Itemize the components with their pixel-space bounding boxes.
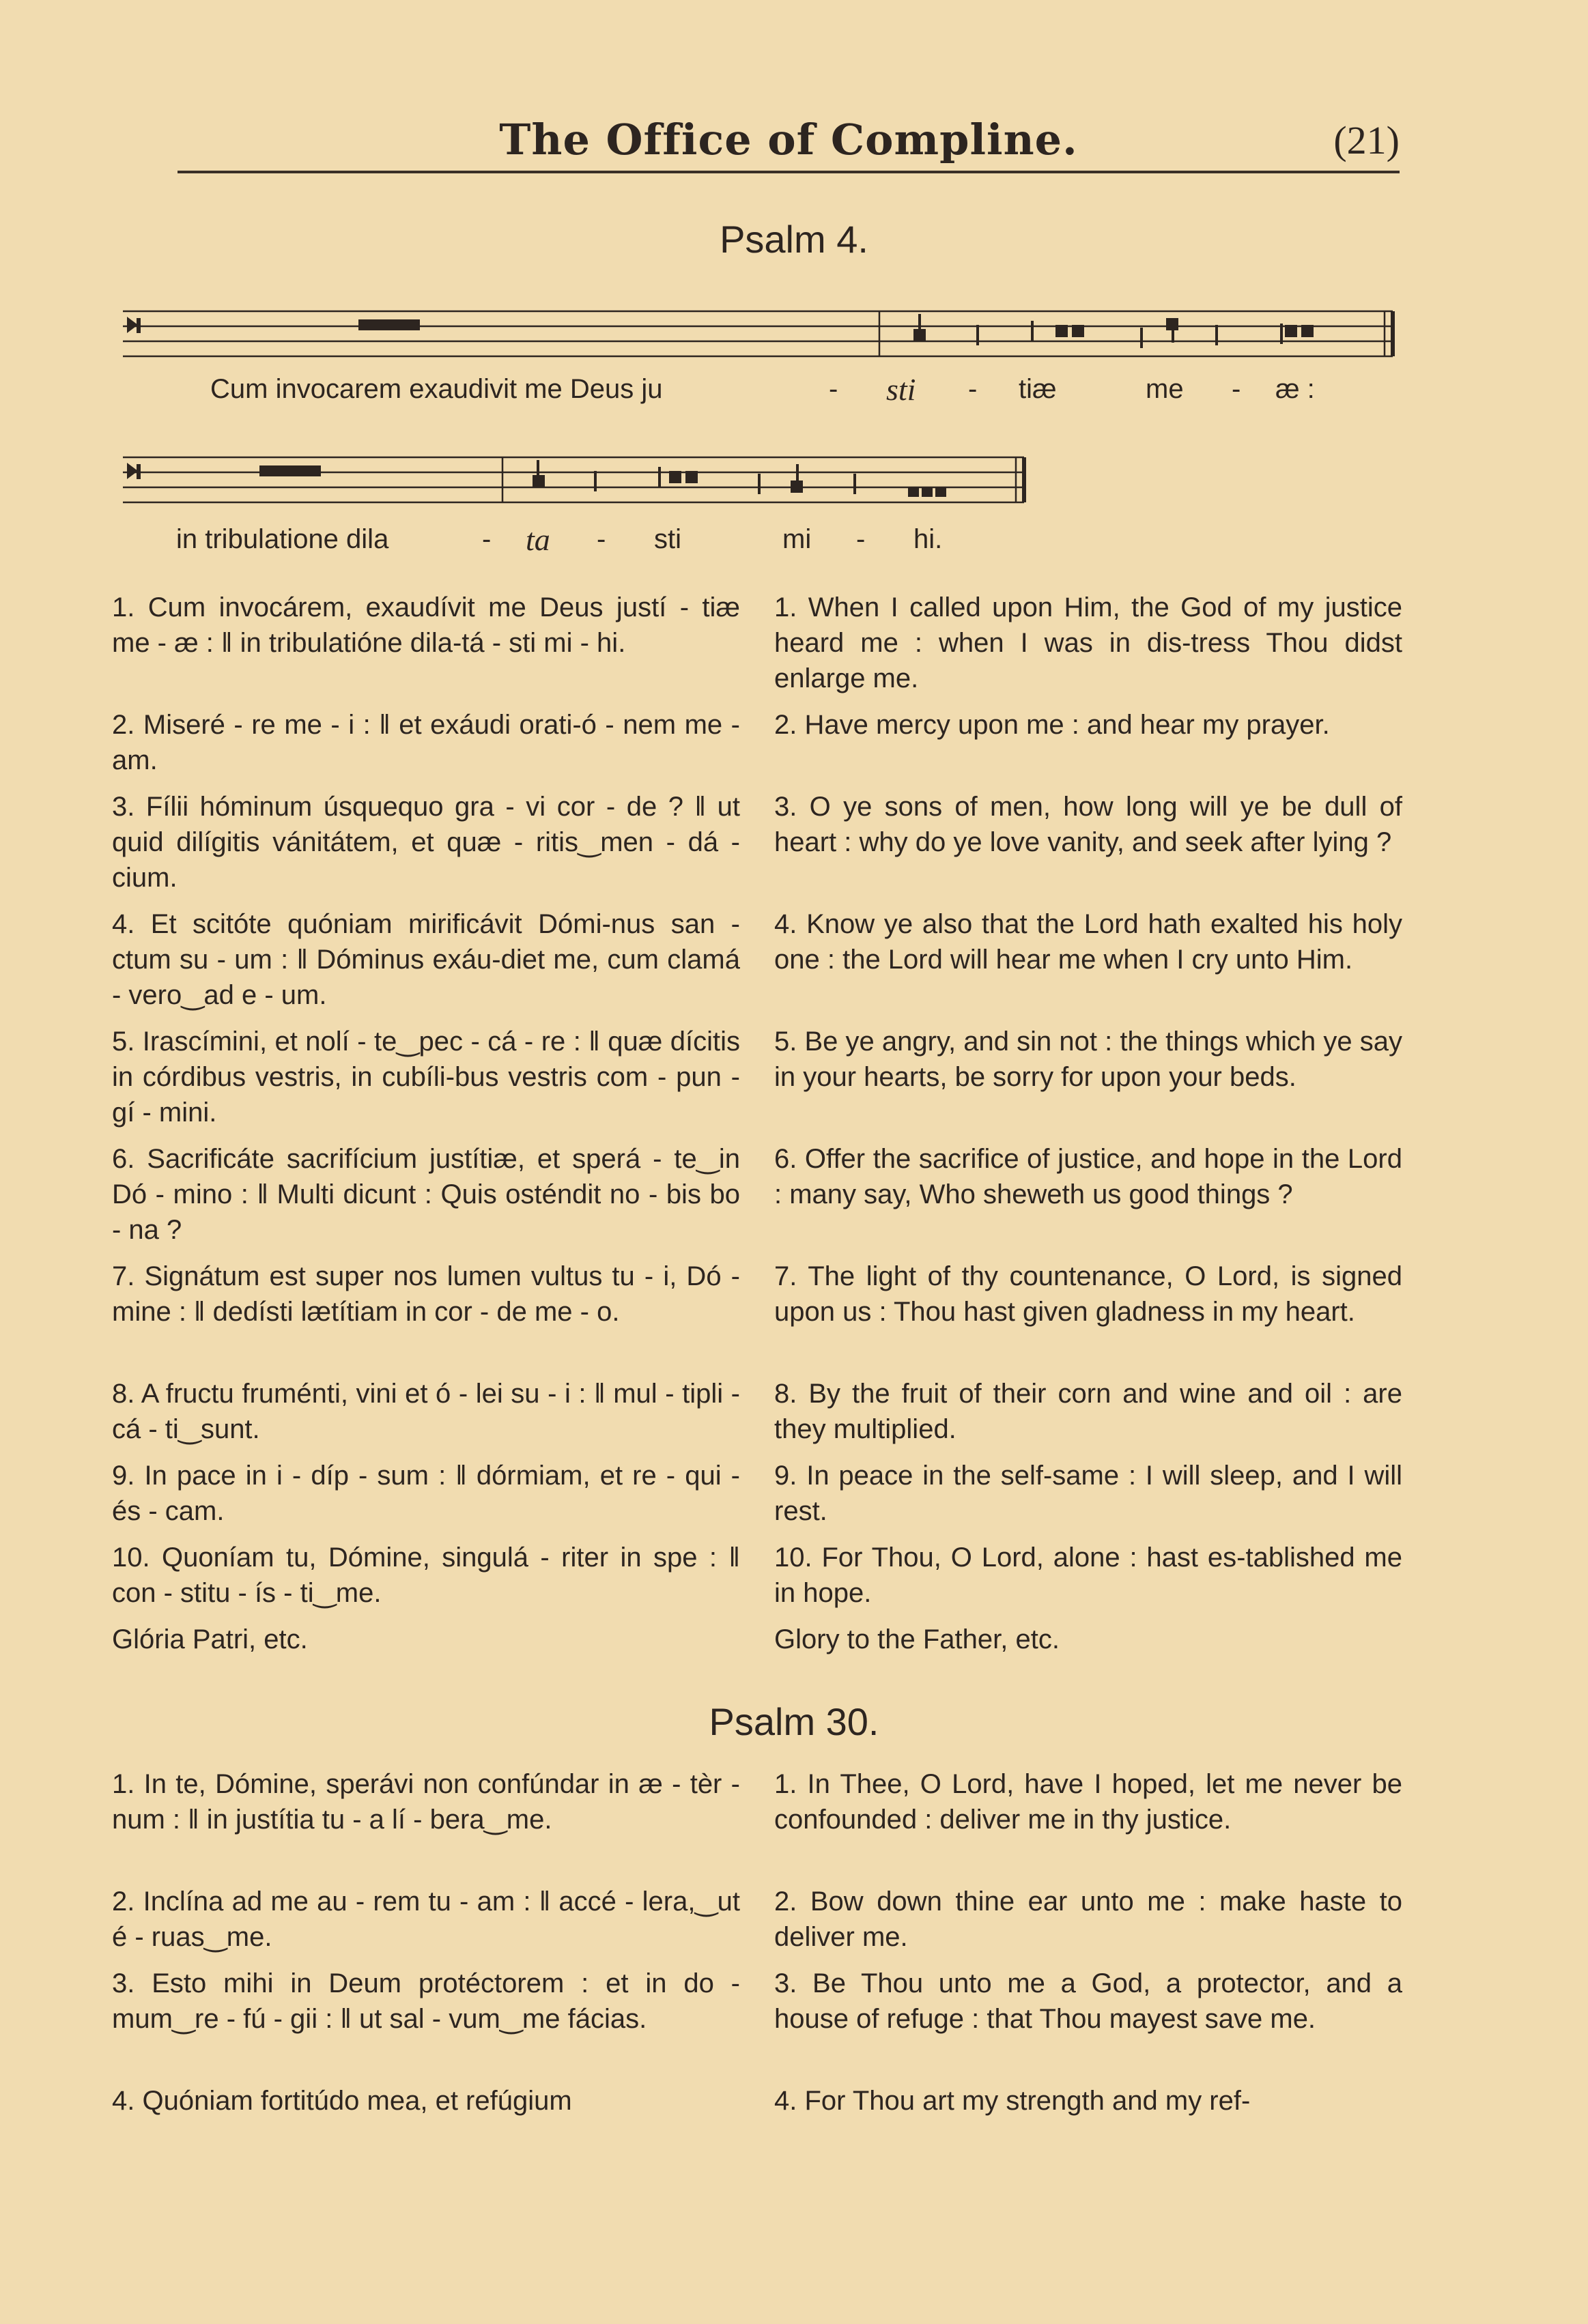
verse-text: 9. In peace in the self-same : I will sleep, and I will rest. (774, 1461, 1402, 1526)
english-verse-6 (774, 1141, 1402, 1212)
verse-text: 4. Et scitóte quóniam mirificávit Dómi-nus san - ctum su - um : ‖ Dóminus exáu-diet me, cum clamá - vero‿ad e - um. (112, 909, 740, 1010)
verse-text: 2. Bow down thine ear unto me : make haste to deliver me. (774, 1887, 1402, 1952)
verse-text: Glória Patri, etc. (112, 1624, 308, 1654)
lyric-segment: in tribulatione dila (176, 524, 389, 554)
lyric-segment: hi. (913, 524, 943, 554)
psalm-30-heading: Psalm 30. (709, 1700, 879, 1743)
lyric-hyphen: - (829, 374, 838, 404)
verse-text: 6. Offer the sacrifice of justice, and hope in the Lord : many say, Who sheweth us good things ? (774, 1144, 1402, 1209)
english-verse-3 (774, 1966, 1402, 2037)
verse-text: 3. Be Thou unto me a God, a protector, and a house of refuge : that Thou mayest save me. (774, 1968, 1402, 2034)
latin-verse-4 (112, 906, 740, 1013)
latin-verse-1 (112, 590, 740, 661)
latin-verse-3 (112, 1966, 740, 2037)
latin-verse-4 (112, 2083, 740, 2119)
verse-text: 5. Irascímini, et nolí - te‿pec - cá - re : ‖ quæ dícitis in córdibus vestris, in cubíli-bus vestris com - pun - gí - mini. (112, 1027, 740, 1128)
english-verse-9 (774, 1458, 1402, 1529)
verse-text: 2. Have mercy upon me : and hear my prayer. (774, 710, 1330, 740)
latin-verse-6 (112, 1141, 740, 1248)
chant-lyrics-2 (176, 524, 995, 560)
verse-text: 3. O ye sons of men, how long will ye be dull of heart : why do ye love vanity, and seek after lying ? (774, 792, 1402, 857)
running-head (178, 102, 1400, 173)
verse-text: 5. Be ye angry, and sin not : the things which ye say in your hearts, be sorry for upon your beds. (774, 1027, 1402, 1092)
verse-text: 2. Miseré - re me - i : ‖ et exáudi orati-ó - nem me - am. (112, 710, 740, 775)
lyric-hyphen: - (597, 524, 606, 554)
latin-verse-10 (112, 1540, 740, 1611)
verse-text: Glory to the Father, etc. (774, 1624, 1060, 1654)
latin-doxology (112, 1622, 740, 1657)
verse-text: 2. Inclína ad me au - rem tu - am : ‖ accé - lera,‿ut é - ruas‿me. (112, 1887, 740, 1952)
latin-verse-9 (112, 1458, 740, 1529)
chant-staff-1-svg (123, 304, 1406, 366)
english-verse-10 (774, 1540, 1402, 1611)
running-title: The Office of Compline. (499, 115, 1078, 164)
english-verse-7 (774, 1259, 1402, 1330)
latin-verse-1 (112, 1766, 740, 1837)
psalm-4-heading: Psalm 4. (720, 218, 868, 261)
chant-lyrics-1 (210, 374, 1405, 410)
lyric-hyphen: - (1232, 374, 1241, 404)
lyric-segment: Cum invocarem exaudivit me Deus ju (210, 374, 663, 404)
lyric-hyphen: - (482, 524, 492, 554)
latin-verse-8 (112, 1376, 740, 1447)
verse-text: 7. Signátum est super nos lumen vultus tu - i, Dó - mine : ‖ dedísti lætítiam in cor - de me - o. (112, 1261, 740, 1327)
lyric-accent: sti (886, 372, 916, 407)
verse-text: 3. Fílii hóminum úsquequo gra - vi cor - de ? ‖ ut quid dilígitis vánitátem, et quæ - ritis‿men - dá - cium. (112, 792, 740, 893)
english-verse-2 (774, 707, 1402, 743)
verse-text: 1. In Thee, O Lord, have I hoped, let me never be confounded : deliver me in thy justice. (774, 1769, 1402, 1835)
lyric-accent: ta (526, 522, 550, 557)
lyric-segment: mi (782, 524, 812, 554)
english-doxology (774, 1622, 1402, 1657)
verse-text: 9. In pace in i - díp - sum : ‖ dórmiam, et re - qui - és - cam. (112, 1461, 740, 1526)
verse-text: 1. Cum invocárem, exaudívit me Deus justí - tiæ me - æ : ‖ in tribulatióne dila-tá - sti mi - hi. (112, 592, 740, 658)
latin-verse-3 (112, 789, 740, 895)
lyric-segment: me (1146, 374, 1184, 404)
verse-text: 1. When I called upon Him, the God of my justice heard me : when I was in dis-tress Thou didst enlarge me. (774, 592, 1402, 693)
english-verse-3 (774, 789, 1402, 860)
latin-verse-2 (112, 1884, 740, 1955)
verse-text: 10. For Thou, O Lord, alone : hast es-tablished me in hope. (774, 1543, 1402, 1608)
english-verse-1 (774, 1766, 1402, 1837)
verse-text: 7. The light of thy countenance, O Lord, is signed upon us : Thou hast given gladness in my heart. (774, 1261, 1402, 1327)
verse-text: 3. Esto mihi in Deum protéctorem : et in do - mum‿re - fú - gii : ‖ ut sal - vum‿me fácias. (112, 1968, 740, 2034)
chant-staff-2-svg (123, 450, 1038, 512)
verse-text: 4. For Thou art my strength and my ref- (774, 2086, 1251, 2116)
lyric-segment: tiæ (1019, 374, 1057, 404)
latin-verse-2 (112, 707, 740, 778)
english-verse-2 (774, 1884, 1402, 1955)
lyric-hyphen: - (856, 524, 866, 554)
english-verse-5 (774, 1024, 1402, 1095)
verse-text: 10. Quoníam tu, Dómine, singulá - riter in spe : ‖ con - stitu - ís - ti‿me. (112, 1543, 740, 1608)
verse-text: 6. Sacrificáte sacrifícium justítiæ, et sperá - te‿in Dó - mino : ‖ Multi dicunt : Quis osténdit no - bis bo - na ? (112, 1144, 740, 1245)
english-verse-4 (774, 2083, 1402, 2119)
verse-text: 4. Quóniam fortitúdo mea, et refúgium (112, 2086, 572, 2116)
verse-text: 1. In te, Dómine, sperávi non confúndar in æ - tèr - num : ‖ in justítia tu - a lí - bera‿me. (112, 1769, 740, 1835)
verse-text: 4. Know ye also that the Lord hath exalted his holy one : the Lord will hear me when I cry unto Him. (774, 909, 1402, 975)
lyric-hyphen: - (968, 374, 978, 404)
chant-staff-2 (123, 450, 1038, 512)
verse-text: 8. A fructu fruménti, vini et ó - lei su - i : ‖ mul - tipli - cá - ti‿sunt. (112, 1379, 740, 1444)
latin-verse-5 (112, 1024, 740, 1130)
english-verse-8 (774, 1376, 1402, 1447)
english-verse-1 (774, 590, 1402, 696)
lyric-segment: æ : (1275, 374, 1315, 404)
latin-verse-7 (112, 1259, 740, 1330)
english-verse-4 (774, 906, 1402, 977)
lyric-segment: sti (654, 524, 681, 554)
chant-staff-1 (123, 304, 1406, 366)
page-number: (21) (1333, 118, 1400, 162)
verse-text: 8. By the fruit of their corn and wine and oil : are they multiplied. (774, 1379, 1402, 1444)
